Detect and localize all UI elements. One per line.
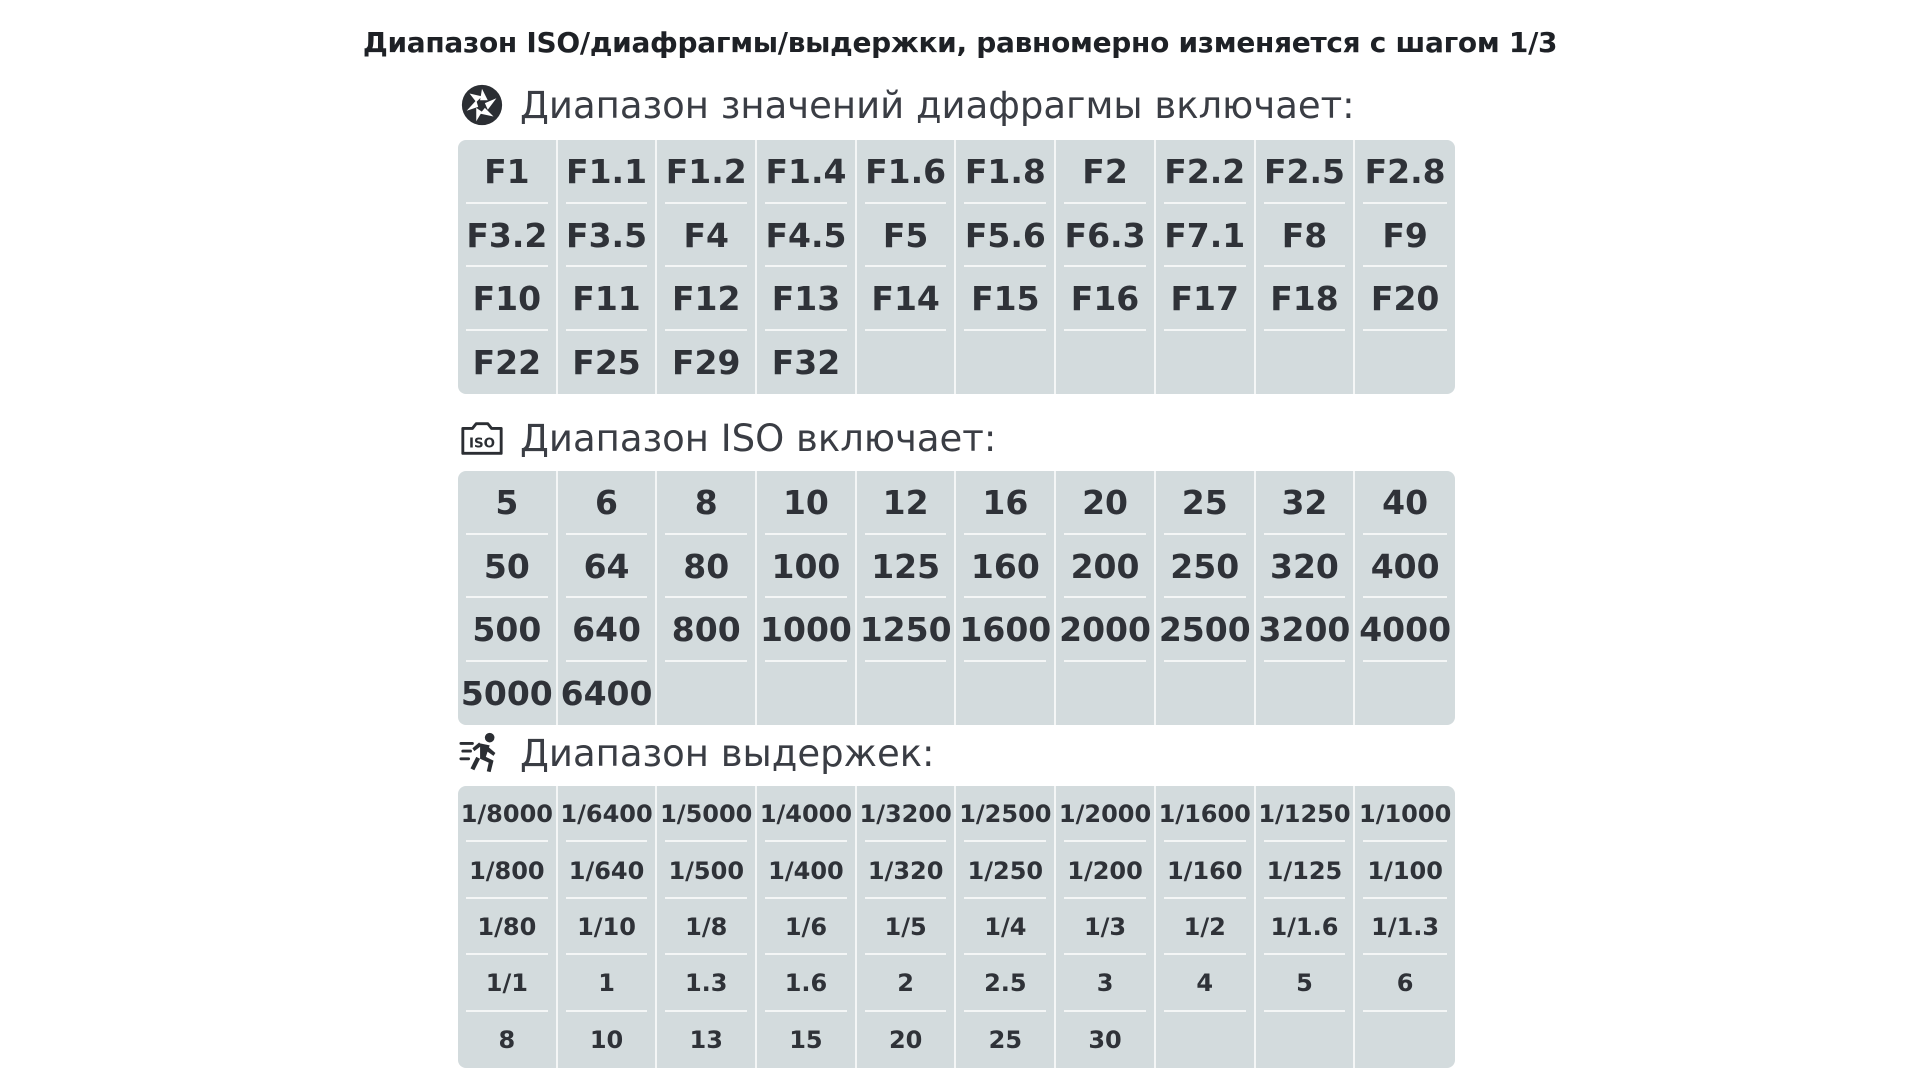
aperture-cell: F18 [1256,267,1356,331]
shutter-cell: 1/3200 [857,786,957,842]
iso-cell: 5 [458,471,558,535]
shutter-cell: 6 [1355,955,1455,1011]
shutter-cell: 1.6 [757,955,857,1011]
shutter-cell: 5 [1256,955,1356,1011]
shutter-cell [1355,1012,1455,1068]
aperture-cell: F12 [657,267,757,331]
iso-cell: 250 [1156,535,1256,599]
iso-cell [1156,662,1256,726]
aperture-cell: F4.5 [757,204,857,268]
shutter-cell: 1/6400 [558,786,658,842]
iso-heading [458,413,996,463]
iso-cell: 8 [657,471,757,535]
shutter-cell: 1/400 [757,842,857,898]
shutter-cell: 1/100 [1355,842,1455,898]
iso-cell: 3200 [1256,598,1356,662]
iso-cell: 2500 [1156,598,1256,662]
aperture-cell: F1.6 [857,140,957,204]
aperture-cell: F9 [1355,204,1455,268]
shutter-cell: 1/6 [757,899,857,955]
shutter-cell: 3 [1056,955,1156,1011]
shutter-cell: 13 [657,1012,757,1068]
shutter-heading-text: Диапазон выдержек: [520,731,935,775]
aperture-cell: F32 [757,331,857,395]
shutter-cell: 1/3 [1056,899,1156,955]
shutter-cell: 1/1250 [1256,786,1356,842]
shutter-cell: 1/2500 [956,786,1056,842]
iso-cell: 4000 [1355,598,1455,662]
shutter-cell: 1/1 [458,955,558,1011]
shutter-cell: 1/320 [857,842,957,898]
iso-cell: 125 [857,535,957,599]
aperture-cell: F20 [1355,267,1455,331]
shutter-cell [1156,1012,1256,1068]
aperture-cell [1056,331,1156,395]
aperture-cell: F13 [757,267,857,331]
aperture-cell: F3.2 [458,204,558,268]
aperture-cell: F16 [1056,267,1156,331]
shutter-cell: 1/2000 [1056,786,1156,842]
shutter-heading [458,728,935,778]
aperture-cell: F17 [1156,267,1256,331]
iso-cell [757,662,857,726]
aperture-icon [458,81,506,129]
iso-heading-text: Диапазон ISO включает: [520,416,997,460]
iso-cell [1056,662,1156,726]
shutter-cell: 20 [857,1012,957,1068]
shutter-cell: 1/8000 [458,786,558,842]
iso-cell: 64 [558,535,658,599]
shutter-cell: 1/125 [1256,842,1356,898]
aperture-cell [1156,331,1256,395]
shutter-cell: 1/10 [558,899,658,955]
page-title: Диапазон ISO/диафрагмы/выдержки, равномерно изменяется с шагом 1/3 [362,26,1558,59]
shutter-cell: 1 [558,955,658,1011]
shutter-cell: 1/8 [657,899,757,955]
shutter-cell: 25 [956,1012,1056,1068]
aperture-cell: F5 [857,204,957,268]
aperture-cell: F1.2 [657,140,757,204]
iso-cell: 80 [657,535,757,599]
iso-cell: 40 [1355,471,1455,535]
shutter-cell: 15 [757,1012,857,1068]
iso-cell: 16 [956,471,1056,535]
iso-cell: 20 [1056,471,1156,535]
iso-cell: 1600 [956,598,1056,662]
iso-cell: 50 [458,535,558,599]
aperture-cell: F2 [1056,140,1156,204]
shutter-cell: 1/5 [857,899,957,955]
shutter-cell: 1/200 [1056,842,1156,898]
iso-cell [956,662,1056,726]
iso-cell: 400 [1355,535,1455,599]
iso-cell: 10 [757,471,857,535]
aperture-cell: F1.4 [757,140,857,204]
iso-table [458,471,1455,725]
aperture-cell: F2.2 [1156,140,1256,204]
aperture-cell: F7.1 [1156,204,1256,268]
iso-cell: 160 [956,535,1056,599]
aperture-heading-text: Диапазон значений диафрагмы включает: [520,83,1355,127]
shutter-cell: 1/1000 [1355,786,1455,842]
aperture-cell: F29 [657,331,757,395]
shutter-cell: 1/160 [1156,842,1256,898]
iso-cell [1256,662,1356,726]
shutter-cell: 1/2 [1156,899,1256,955]
iso-cell: 32 [1256,471,1356,535]
aperture-cell: F2.5 [1256,140,1356,204]
aperture-cell: F10 [458,267,558,331]
shutter-cell: 1.3 [657,955,757,1011]
aperture-cell [857,331,957,395]
shutter-cell: 1/500 [657,842,757,898]
aperture-table [458,140,1455,394]
shutter-cell: 1/1600 [1156,786,1256,842]
aperture-cell: F1.8 [956,140,1056,204]
aperture-cell [956,331,1056,395]
aperture-cell [1355,331,1455,395]
shutter-cell: 1/250 [956,842,1056,898]
iso-cell: 200 [1056,535,1156,599]
shutter-cell: 4 [1156,955,1256,1011]
iso-cell: 12 [857,471,957,535]
aperture-cell: F22 [458,331,558,395]
shutter-cell: 8 [458,1012,558,1068]
iso-cell: 500 [458,598,558,662]
shutter-cell: 1/1.6 [1256,899,1356,955]
aperture-cell: F1 [458,140,558,204]
iso-cell: 25 [1156,471,1256,535]
iso-camera-icon [458,414,506,462]
iso-cell [657,662,757,726]
iso-cell: 100 [757,535,857,599]
aperture-cell: F15 [956,267,1056,331]
iso-cell: 6400 [558,662,658,726]
aperture-cell: F1.1 [558,140,658,204]
aperture-heading [458,80,1355,130]
shutter-cell: 1/640 [558,842,658,898]
iso-icon-label: ISO [468,436,496,452]
iso-cell: 640 [558,598,658,662]
shutter-cell: 1/5000 [657,786,757,842]
aperture-cell: F2.8 [1355,140,1455,204]
iso-cell: 2000 [1056,598,1156,662]
aperture-cell: F3.5 [558,204,658,268]
aperture-cell: F4 [657,204,757,268]
running-person-icon [458,729,506,777]
aperture-cell: F25 [558,331,658,395]
shutter-cell: 1/800 [458,842,558,898]
iso-cell: 320 [1256,535,1356,599]
shutter-cell: 1/1.3 [1355,899,1455,955]
shutter-cell: 2.5 [956,955,1056,1011]
aperture-cell: F14 [857,267,957,331]
shutter-cell: 1/4 [956,899,1056,955]
shutter-cell: 10 [558,1012,658,1068]
iso-cell [1355,662,1455,726]
iso-cell [857,662,957,726]
iso-cell: 6 [558,471,658,535]
shutter-cell [1256,1012,1356,1068]
shutter-table [458,786,1455,1068]
shutter-cell: 2 [857,955,957,1011]
aperture-cell: F6.3 [1056,204,1156,268]
aperture-cell: F11 [558,267,658,331]
iso-cell: 1000 [757,598,857,662]
shutter-cell: 30 [1056,1012,1156,1068]
iso-cell: 5000 [458,662,558,726]
aperture-cell [1256,331,1356,395]
iso-cell: 1250 [857,598,957,662]
aperture-cell: F5.6 [956,204,1056,268]
iso-cell: 800 [657,598,757,662]
shutter-cell: 1/80 [458,899,558,955]
shutter-cell: 1/4000 [757,786,857,842]
aperture-cell: F8 [1256,204,1356,268]
